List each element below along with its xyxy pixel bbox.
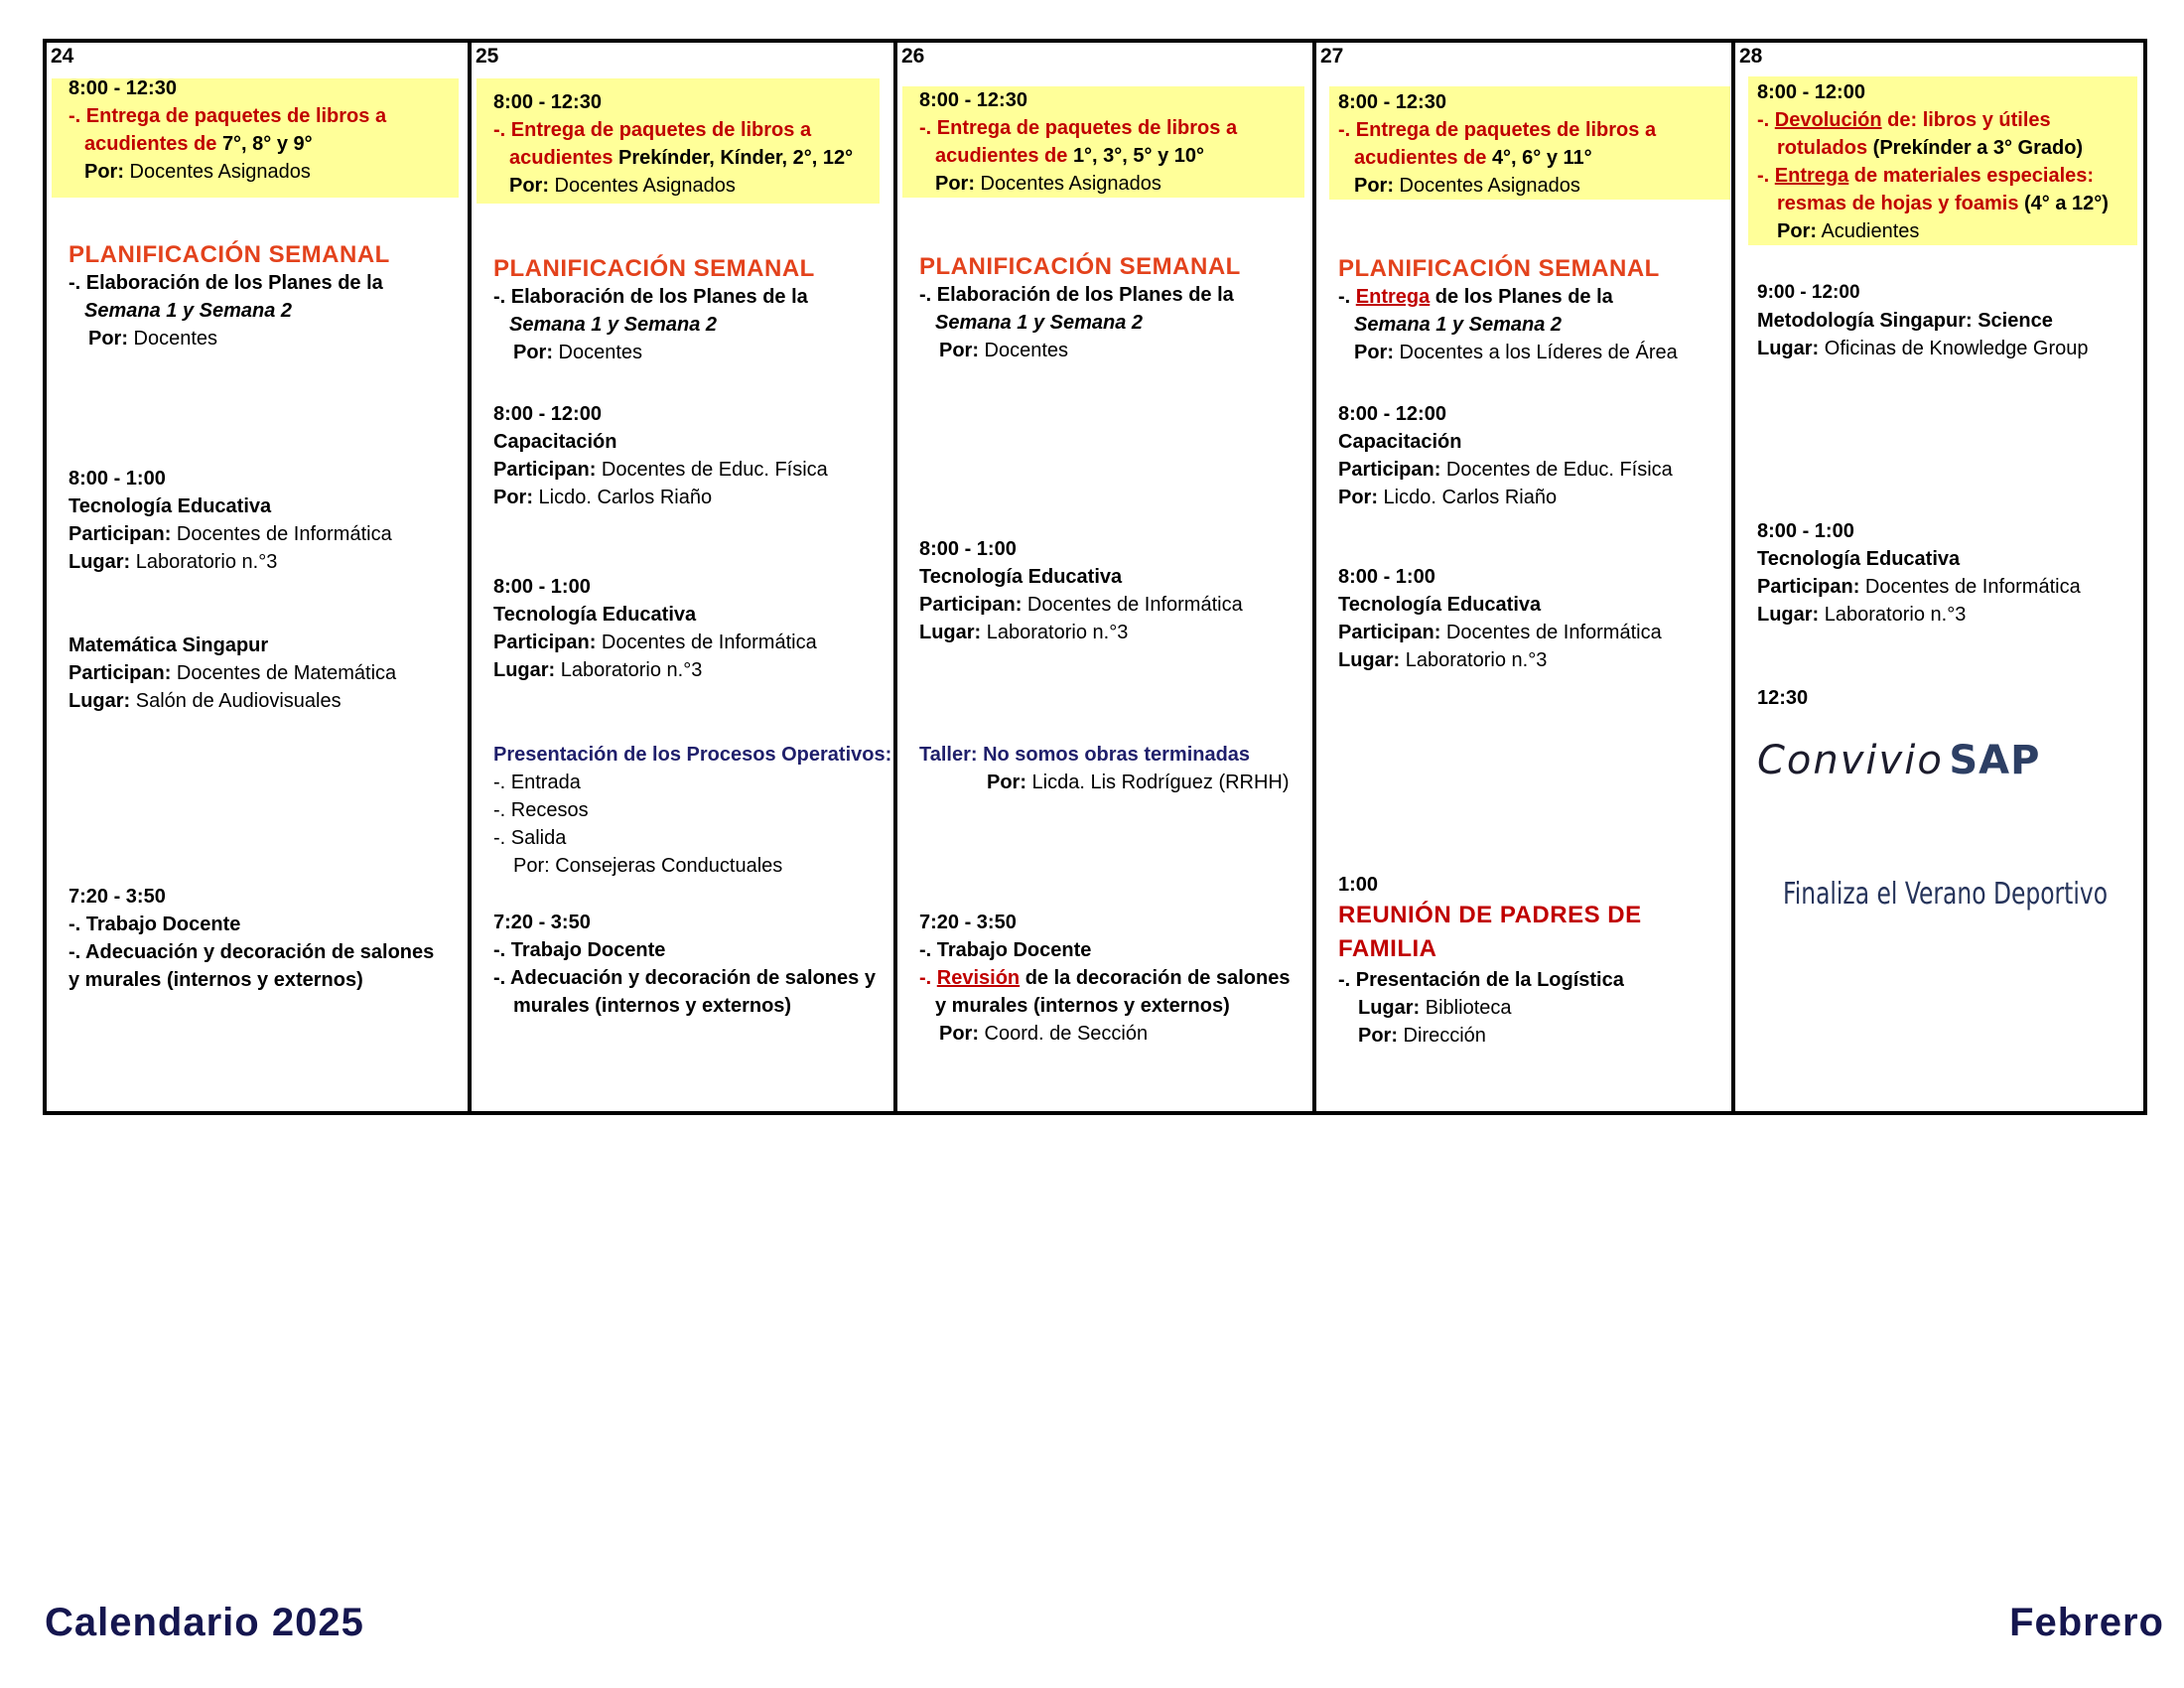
event-convivio: 12:30 [1757,687,1809,709]
month-label: Febrero [2009,1601,2164,1644]
event-planificacion: PLANIFICACIÓN SEMANAL -. Elaboración de los Planes de la Semana 1 y Semana 2 Por: Docentes [493,255,815,363]
event-metodologia-singapur: 9:00 - 12:00 Metodología Singapur: Science Lugar: Oficinas de Knowledge Group [1757,282,2089,359]
finaliza-verano-deportivo: Finaliza el Verano Deportivo [1783,877,2109,912]
event-planificacion: PLANIFICACIÓN SEMANAL -. Elaboración de los Planes de la Semana 1 y Semana 2 Por: Docentes [919,253,1241,361]
event-entrega-libros: 8:00 - 12:30 -. Entrega de paquetes de libros a acudientes de 1°, 3°, 5° y 10° Por: Docentes Asignados [919,89,1238,195]
day-number: 26 [901,45,925,68]
event-tecnologia: 8:00 - 1:00 Tecnología Educativa Participan: Docentes de Informática Lugar: Laboratorio n.°3 [68,468,392,573]
event-matematica: Matemática Singapur Participan: Docentes de Matemática Lugar: Salón de Audiovisuales [68,634,397,712]
event-planificacion: PLANIFICACIÓN SEMANAL -. Entrega de los Planes de la Semana 1 y Semana 2 Por: Docentes a los Líderes de Área [1338,255,1678,363]
event-trabajo-docente: 7:20 - 3:50 -. Trabajo Docente -. Adecuación y decoración de salones y murales (internos y externos) [493,912,876,1017]
day-column-26 [897,43,1316,1111]
event-entrega-libros: 8:00 - 12:30 -. Entrega de paquetes de libros a acudientes Prekínder, Kínder, 2°, 12° Por: Docentes Asignados [493,91,854,197]
calendar-week-grid [43,39,2147,1115]
event-tecnologia: 8:00 - 1:00 Tecnología Educativa Participan: Docentes de Informática Lugar: Laboratorio n.°3 [1338,566,1662,671]
event-capacitacion: 8:00 - 12:00 Capacitación Participan: Docentes de Educ. Física Por: Licdo. Carlos Riaño [493,403,828,508]
day-column-27 [1316,43,1735,1111]
event-trabajo-docente: 7:20 - 3:50 -. Trabajo Docente -. Adecuación y decoración de salones y murales (internos y externos) [68,886,435,991]
event-taller: Taller: No somos obras terminadas Por: Licda. Lis Rodríguez (RRHH) [919,744,1290,793]
event-entrega-libros: 8:00 - 12:30 -. Entrega de paquetes de libros a acudientes de 7°, 8° y 9° Por: Docentes Asignados [68,77,387,183]
day-number: 25 [476,45,499,68]
event-reunion-padres: 1:00 REUNIÓN DE PADRES DE FAMILIA -. Presentación de la Logística Lugar: Biblioteca Por: Dirección [1338,874,1642,1047]
event-tecnologia: 8:00 - 1:00 Tecnología Educativa Participan: Docentes de Informática Lugar: Laboratorio n.°3 [1757,520,2081,626]
event-tecnologia: 8:00 - 1:00 Tecnología Educativa Participan: Docentes de Informática Lugar: Laboratorio n.°3 [493,576,817,681]
event-trabajo-docente: 7:20 - 3:50 -. Trabajo Docente -. Revisión de la decoración de salones y murales (internos y externos) Por: Coord. de Sección [919,912,1291,1045]
day-number: 24 [51,45,74,68]
day-column-28 [1735,43,2143,1111]
convivio-sap-heading: Convivio SAP [1757,738,2041,783]
event-planificacion: PLANIFICACIÓN SEMANAL -. Elaboración de los Planes de la Semana 1 y Semana 2 Por: Docentes [68,241,390,350]
event-devolucion: 8:00 - 12:00 -. Devolución de: libros y útiles rotulados (Prekínder a 3° Grado) -. Entrega de materiales especiales: resmas de hojas y foamis (4° a 12°) Por: Acudientes [1757,81,2109,242]
day-number: 28 [1739,45,1763,68]
event-tecnologia: 8:00 - 1:00 Tecnología Educativa Participan: Docentes de Informática Lugar: Laboratorio n.°3 [919,538,1243,643]
day-number: 27 [1320,45,1344,68]
day-column-24 [47,43,472,1111]
event-procesos-operativos: Presentación de los Procesos Operativos: -. Entrada -. Recesos -. Salida Por: Consejeras Conductuales [493,744,892,877]
calendar-title: Calendario 2025 [45,1601,364,1644]
day-column-25 [472,43,897,1111]
event-capacitacion: 8:00 - 12:00 Capacitación Participan: Docentes de Educ. Física Por: Licdo. Carlos Riaño [1338,403,1673,508]
event-entrega-libros: 8:00 - 12:30 -. Entrega de paquetes de libros a acudientes de 4°, 6° y 11° Por: Docentes Asignados [1338,91,1657,197]
